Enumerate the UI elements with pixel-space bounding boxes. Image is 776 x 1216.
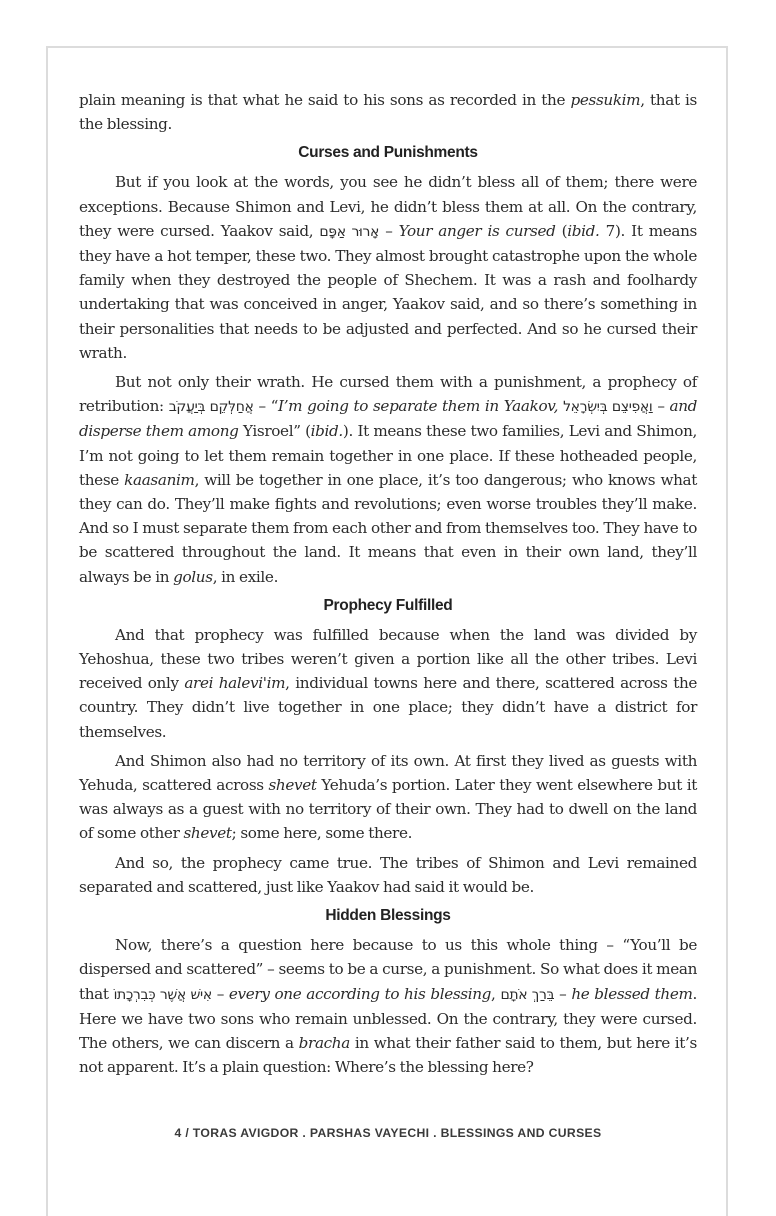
body-paragraph	[79, 933, 697, 1079]
text-run: . Here we have two sons who remain unblessed. On the contrary, they were cursed. The others, we can discern a	[79, 984, 697, 1052]
italic-term: kaasanim	[124, 470, 195, 489]
italic-term: shevet	[183, 824, 232, 843]
text-run: But if you look at the words, you see he didn’t bless all of them; there were exceptions. Because Shimon and Levi, he didn’t bless them at all. On the contrary, they were cursed. Yaakov said,	[79, 173, 697, 240]
text-run: , will be together in one place, it’s too dangerous; who knows what they can do. They’ll make fights and revolutions; even worse troubles they’ll make. And so I must separate them from each other and from themselves too. They have to be scattered throughout the land. It means that even in their own land, they’ll always be in	[79, 470, 698, 586]
text-run: ; some here, some there.	[231, 824, 413, 843]
text-run: plain meaning is that what he said to his sons as recorded in the	[79, 91, 571, 109]
text-run: in what their father said to them, but here it’s not apparent. It’s a plain question: Where’s the blessing here?	[79, 1033, 697, 1077]
section-heading: Hidden Blessings	[325, 907, 451, 925]
text-run: And so, the prophecy came true. The tribes of Shimon and Levi remained separated and scattered, just like Yaakov had said it would be.	[79, 853, 697, 896]
hebrew-quote: אָרוּר אַפָּם	[319, 223, 380, 240]
body-paragraph	[79, 370, 697, 589]
text-run: ). It means these two families, Levi and Shimon, I’m not going to let them remain together in one place. If these hotheaded people, these	[79, 422, 698, 489]
italic-term: he blessed them	[571, 984, 693, 1003]
hebrew-quote: אֲחַלְּקֵם בְּיַעֲקֹב	[168, 399, 254, 416]
italic-term: pessukim	[570, 91, 641, 109]
italic-term: golus	[173, 567, 213, 586]
text-run: And Shimon also had no territory of its own. At first they lived as guests with Yehuda, scattered across	[79, 751, 697, 795]
italic-term: every one according to his blessing	[228, 984, 492, 1003]
text-run: –	[379, 221, 399, 240]
body-paragraph	[79, 623, 697, 744]
italic-term: arei halevi'im	[184, 674, 286, 693]
text-run: But not only their wrath. He cursed them with a punishment, a prophecy of retribution:	[79, 373, 697, 416]
text-run: , that is the blessing.	[79, 91, 697, 134]
italic-term: and disperse them among	[79, 397, 697, 441]
italic-term: shevet	[268, 776, 317, 795]
hebrew-quote: בֵּרַךְ אֹתָם	[500, 986, 555, 1003]
body-paragraph	[79, 88, 697, 136]
text-run: ,	[491, 984, 501, 1003]
hebrew-quote: אִישׁ אֲשֶׁר כְּבִרְכָתוֹ	[113, 986, 212, 1003]
text-run: – “	[253, 397, 279, 416]
text-run: Yehuda’s portion. Later they went elsewhere but it was always as a guest with no territory of their own. They had to dwell on the land of some other	[79, 776, 697, 843]
section-heading: Prophecy Fulfilled	[323, 596, 453, 614]
hebrew-quote: וַאֲפִיצֵם בְּיִשְׂרָאֵל	[563, 399, 653, 416]
italic-term: Your anger is cursed	[398, 221, 556, 240]
italic-term: I’m going to separate them in Yaakov,	[278, 397, 564, 416]
text-run: –	[211, 984, 229, 1003]
text-run: , individual towns here and there, scattered across the country. They didn’t live together in one place; they didn’t have a district for themselves.	[79, 674, 698, 741]
text-run: Yisroel” (	[238, 422, 311, 441]
text-run: (	[555, 221, 568, 240]
section-heading: Curses and Punishments	[298, 144, 478, 162]
text-run: –	[652, 397, 670, 416]
body-paragraph	[79, 851, 697, 899]
text-run: 7). It means they have a hot temper, these two. They almost brought catastrophe upon the whole family when they destroyed the people of Shechem. It was a rash and foolhardy undertaking that was conceived in anger, Yaakov said, and so there’s something in their personalities that needs to be adjusted and perfected. And so he cursed their wrath.	[79, 221, 697, 362]
text-run: , in exile.	[212, 567, 279, 586]
page-body	[79, 88, 697, 1084]
italic-term: ibid.	[310, 422, 343, 441]
text-run: Now, there’s a question here because to us this whole thing – “You’ll be dispersed and scattered” – seems to be a curse, a punishment. So what does it mean that	[79, 936, 697, 1003]
italic-term: ibid.	[567, 221, 600, 240]
text-run: –	[554, 984, 572, 1003]
running-footer: 4 / TORAS AVIGDOR . PARSHAS VAYECHI . BLESSINGS AND CURSES	[174, 1126, 602, 1140]
text-run: And that prophecy was fulfilled because when the land was divided by Yehoshua, these two tribes weren’t given a portion like all the other tribes. Levi received only	[79, 625, 697, 693]
body-paragraph	[79, 749, 697, 846]
body-paragraph	[79, 170, 697, 365]
italic-term: bracha	[298, 1033, 350, 1052]
